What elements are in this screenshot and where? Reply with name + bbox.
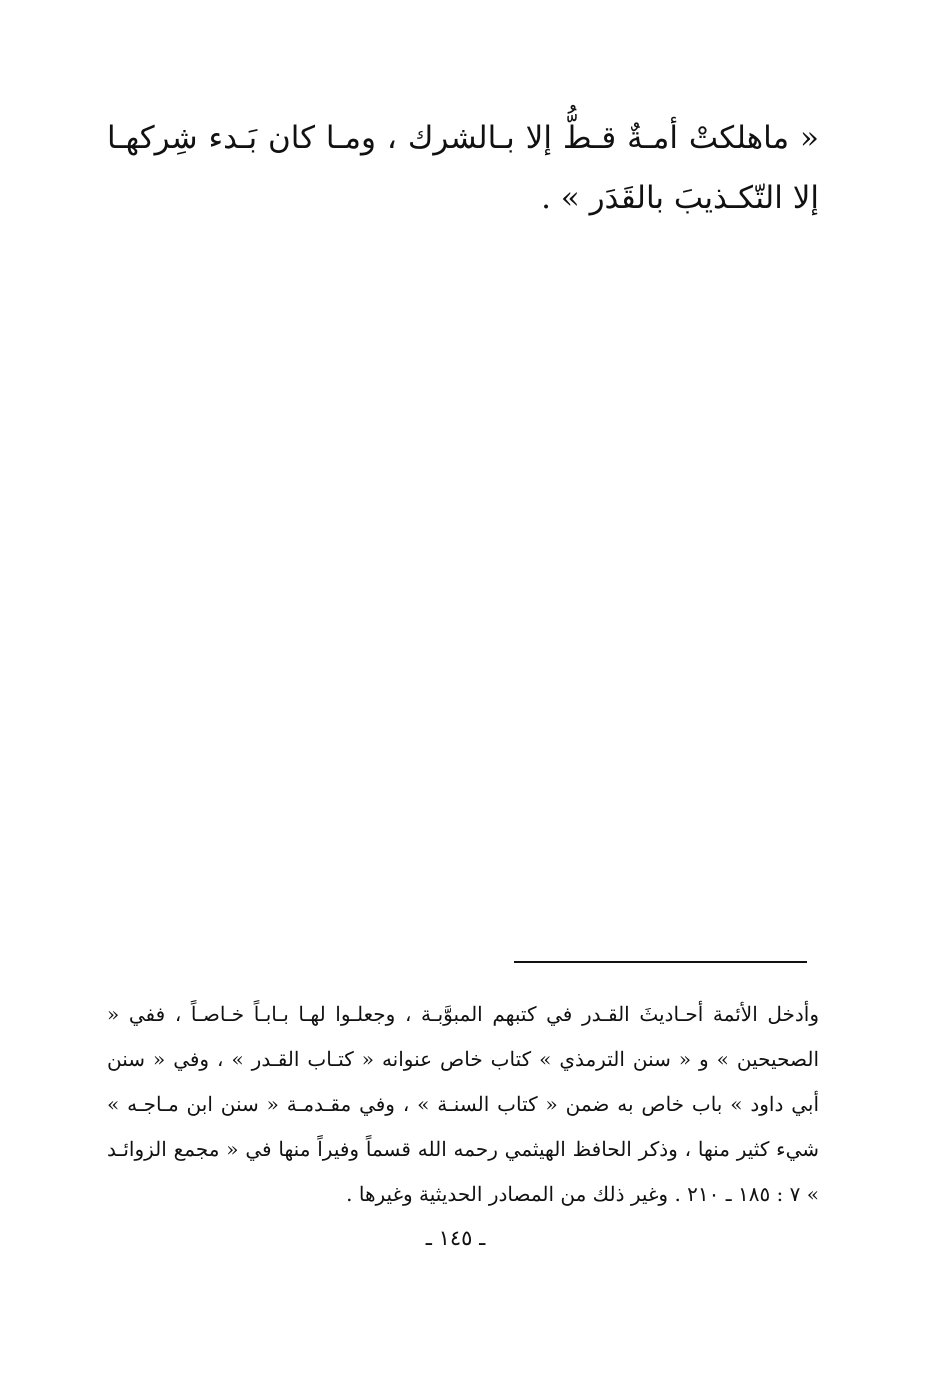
main-quote-block: [107, 108, 819, 228]
page-number: ـ ١٤٥ ـ: [425, 1226, 486, 1250]
footnote-divider: [514, 961, 807, 963]
main-quote-text: « ماهلكتْ أمـةٌ قـطُّ إلا بـالشرك ، ومـا كان بَـدء شِركهـا إلا التّكـذيبَ بالقَدَر » .: [107, 120, 819, 216]
footnote-text: وأدخل الأئمة أحـاديثَ القـدر في كتبهم المبوَّبـة ، وجعلـوا لهـا بـابـاً خـاصـاً ، ففي « الصحيحين » و « سنن الترمذي » كتاب خاص عنوانه « كتـاب القـدر » ، وفي « سنن أبي داود » باب خاص به ضمن « كتاب السنـة » ، وفي مقـدمـة « سنن ابن مـاجـه » شيء كثير منها ، وذكر الحافظ الهيثمي رحمه الله قسماً وفيراً منها في « مجمع الزوائـد » ٧ : ١٨٥ ـ ٢١٠ . وغير ذلك من المصادر الحديثية وغيرها .: [107, 1002, 819, 1206]
footnote-block: [107, 992, 819, 1217]
page-number-container: [0, 1218, 927, 1258]
